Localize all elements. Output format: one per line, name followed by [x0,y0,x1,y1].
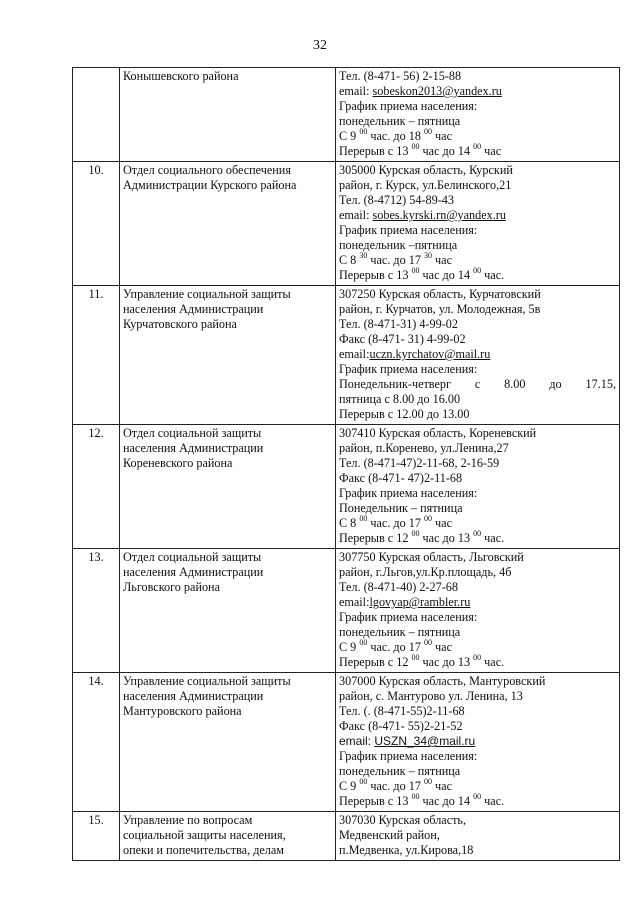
minutes-superscript: 00 [411,528,420,538]
contact-info-line: Понедельник-четверг с 8.00 до 17.15, [339,377,616,391]
time-text: С 8 [339,516,360,530]
contact-info-line: График приема населения: [339,99,478,113]
time-text: С 9 [339,779,360,793]
minutes-superscript: 00 [359,513,368,523]
contact-info-line: Медвенский район, [339,828,440,842]
time-text: час [432,640,452,654]
contact-info-line: Тел. (8-471-40) 2-27-68 [339,580,458,594]
email-prefix: email: [339,734,375,748]
time-text: час [432,779,452,793]
email-line [339,347,616,362]
schedule-time-line [339,265,616,283]
time-text: час. до 18 [367,129,424,143]
email-link[interactable]: sobeskon2013@yandex.ru [372,84,502,98]
email-link[interactable]: uczn.kyrchatov@mail.ru [369,347,491,361]
contact-info-cell [336,812,620,861]
contact-info-line: район, г.Льгов,ул.Кр.площадь, 4б [339,565,512,579]
time-text: Перерыв с 12 [339,531,412,545]
contact-info-line: Факс (8-471- 31) 4-99-02 [339,332,466,346]
email-line [339,84,616,99]
contact-info-line: понедельник – пятница [339,114,461,128]
table-row [73,549,620,673]
row-number: 10. [73,162,120,286]
time-text: час до 14 [419,268,474,282]
email-prefix: email: [339,84,373,98]
time-text: С 8 [339,253,360,267]
minutes-superscript: 00 [473,652,482,662]
organization-cell [120,812,336,861]
contact-info-cell [336,286,620,425]
time-text: час до 13 [419,655,474,669]
organization-cell [120,425,336,549]
contact-info-line: 305000 Курская область, Курский [339,163,513,177]
contact-info-line: 307750 Курская область, Льговский [339,550,524,564]
organization-name-line: населения Администрации [123,689,264,703]
contact-info-line: 307410 Курская область, Кореневский [339,426,537,440]
organization-name-line: населения Администрации [123,565,264,579]
minutes-superscript: 00 [411,791,420,801]
contact-info-line: 307030 Курская область, [339,813,467,827]
time-text: час [481,144,502,158]
organization-cell [120,549,336,673]
contact-info-line: График приема населения: [339,223,478,237]
organization-name-line: Администрации Курского района [123,178,297,192]
organization-name-line: опеки и попечительства, делам [123,843,285,857]
organization-name-line: Льговского района [123,580,220,594]
contact-info-line: Тел. (8-471- 56) 2-15-88 [339,69,462,83]
time-text: час до 14 [419,144,474,158]
contact-info-line: понедельник –пятница [339,238,458,252]
organization-name-line: Отдел социального обеспечения [123,163,291,177]
organization-cell [120,673,336,812]
organization-name-line: Отдел социальной защиты [123,550,262,564]
minutes-superscript: 00 [411,141,420,151]
contact-info-line: район, п.Коренево, ул.Ленина,27 [339,441,509,455]
contact-info-line: График приема населения: [339,486,478,500]
email-link[interactable]: lgovyap@rambler.ru [369,595,471,609]
time-text: час [432,516,452,530]
row-number [73,68,120,162]
contact-info-line: Понедельник – пятница [339,501,463,515]
contact-info-line: п.Медвенка, ул.Кирова,18 [339,843,474,857]
minutes-superscript: 00 [359,637,368,647]
time-text: час. до 17 [367,253,424,267]
time-text: Перерыв с 13 [339,794,412,808]
organization-name-line: Мантуровского района [123,704,242,718]
row-number: 15. [73,812,120,861]
minutes-superscript: 00 [359,126,368,136]
email-line [339,208,616,223]
organization-name-line: Управление по вопросам [123,813,253,827]
contact-info-cell [336,425,620,549]
schedule-time-line [339,652,616,670]
contact-info-line: понедельник – пятница [339,764,461,778]
minutes-superscript: 00 [424,637,432,647]
contact-info-line: Перерыв с 12.00 до 13.00 [339,407,470,421]
minutes-superscript: 00 [424,513,432,523]
time-text: час. [481,531,505,545]
time-text: час. до 17 [367,640,424,654]
minutes-superscript: 00 [473,528,482,538]
row-number: 13. [73,549,120,673]
time-text: час до 13 [419,531,474,545]
page-number: 32 [313,38,327,53]
contact-info-line: Тел. (. (8-471-55)2-11-68 [339,704,465,718]
organization-name-line: социальной защиты населения, [123,828,286,842]
time-text: час. до 17 [367,779,424,793]
email-link[interactable]: USZN_34@mail.ru [374,734,476,748]
contact-info-line: район, г. Курск, ул.Белинского,21 [339,178,512,192]
schedule-time-line [339,791,616,809]
contacts-table [72,67,620,861]
email-link[interactable]: sobes.kyrski.rn@yandex.ru [372,208,506,222]
row-number: 11. [73,286,120,425]
contact-info-line: 307000 Курская область, Мантуровский [339,674,546,688]
contact-info-line: График приема населения: [339,610,478,624]
time-text: час [432,253,452,267]
minutes-superscript: 00 [359,776,368,786]
contact-info-line: Тел. (8-471-47)2-11-68, 2-16-59 [339,456,500,470]
minutes-superscript: 00 [424,776,432,786]
minutes-superscript: 00 [473,265,482,275]
organization-name-line: населения Администрации [123,302,264,316]
minutes-superscript: 00 [473,141,482,151]
table-row [73,162,620,286]
organization-name-line: Кореневского района [123,456,233,470]
contact-info-line: пятница с 8.00 до 16.00 [339,392,461,406]
table-row [73,286,620,425]
organization-cell [120,286,336,425]
table-row [73,68,620,162]
contact-info-line: Тел. (8-4712) 54-89-43 [339,193,454,207]
email-prefix: email: [339,208,373,222]
contact-info-cell [336,68,620,162]
contact-info-line: район, с. Мантурово ул. Ленина, 13 [339,689,523,703]
contact-info-line: График приема населения: [339,362,478,376]
organization-name-line: Курчатовского района [123,317,237,331]
time-text: Перерыв с 13 [339,268,412,282]
minutes-superscript: 30 [359,250,368,260]
table-row [73,812,620,861]
organization-name-line: населения Администрации [123,441,264,455]
organization-cell [120,162,336,286]
contact-info-cell [336,162,620,286]
time-text: час. до 17 [367,516,424,530]
time-text: час. [481,655,505,669]
row-number: 14. [73,673,120,812]
time-text: Перерыв с 13 [339,144,412,158]
time-text: Перерыв с 12 [339,655,412,669]
table-row [73,673,620,812]
time-text: час до 14 [419,794,474,808]
contact-info-line: Факс (8-471- 47)2-11-68 [339,471,463,485]
organization-name-line: Управление социальной защиты [123,674,291,688]
minutes-superscript: 30 [424,250,432,260]
minutes-superscript: 00 [424,126,432,136]
minutes-superscript: 00 [411,265,420,275]
email-prefix: email: [339,595,370,609]
contact-info-line: район, г. Курчатов, ул. Молодежная, 5в [339,302,541,316]
schedule-time-line [339,528,616,546]
organization-name-line: Отдел социальной защиты [123,426,262,440]
row-number: 12. [73,425,120,549]
time-text: час. [481,268,505,282]
contact-info-cell [336,673,620,812]
table-row [73,425,620,549]
minutes-superscript: 00 [473,791,482,801]
time-text: час [432,129,452,143]
contact-info-line: Тел. (8-471-31) 4-99-02 [339,317,458,331]
contact-info-line: понедельник – пятница [339,625,461,639]
contact-info-cell [336,549,620,673]
schedule-time-line [339,141,616,159]
time-text: С 9 [339,129,360,143]
email-prefix: email: [339,347,370,361]
contact-info-line: Факс (8-471- 55)2-21-52 [339,719,463,733]
organization-cell [120,68,336,162]
organization-name-line: Управление социальной защиты [123,287,291,301]
time-text: час. [481,794,505,808]
minutes-superscript: 00 [411,652,420,662]
email-line [339,734,616,749]
contacts-table-body [73,68,620,861]
contact-info-line: 307250 Курская область, Курчатовский [339,287,541,301]
organization-name-line: Конышевского района [123,69,239,83]
contact-info-line: График приема населения: [339,749,478,763]
time-text: С 9 [339,640,360,654]
email-line [339,595,616,610]
